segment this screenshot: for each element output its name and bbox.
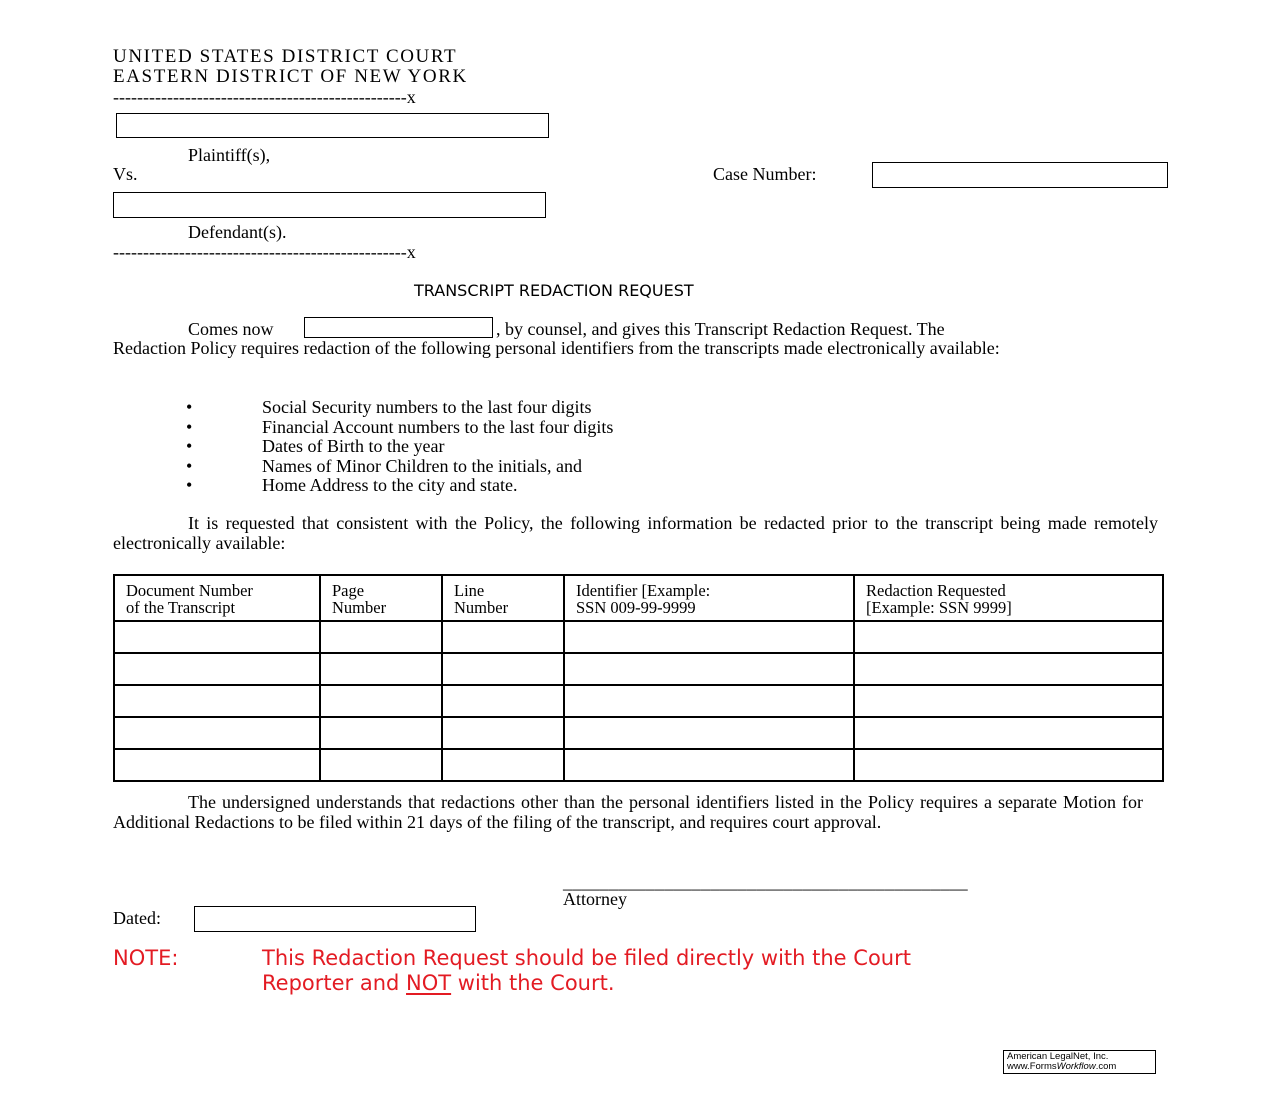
plaintiff-input[interactable] xyxy=(116,113,549,138)
list-item-text: Dates of Birth to the year xyxy=(262,436,445,456)
caption-divider-top: -------------------------------------------------x xyxy=(113,87,416,107)
court-name-line2: EASTERN DISTRICT OF NEW YORK xyxy=(113,66,468,87)
legalnet-logo xyxy=(1003,1050,1156,1074)
dated-label: Dated: xyxy=(113,908,161,928)
table-cell[interactable] xyxy=(114,749,320,781)
bullet: • xyxy=(186,397,193,417)
table-cell[interactable] xyxy=(320,717,442,749)
table-row xyxy=(114,653,1163,685)
table-cell[interactable] xyxy=(854,621,1163,653)
table-cell[interactable] xyxy=(854,749,1163,781)
table-cell[interactable] xyxy=(114,717,320,749)
intro-text-rest: , by counsel, and gives this Transcript Redaction Request. The xyxy=(496,319,945,339)
intro-text-continued: Redaction Policy requires redaction of the following personal identifiers from the transcripts made electronically available: xyxy=(113,338,1000,358)
plaintiff-label: Plaintiff(s), xyxy=(188,145,271,165)
table-cell[interactable] xyxy=(854,685,1163,717)
table-cell[interactable] xyxy=(564,621,854,653)
table-row xyxy=(114,685,1163,717)
table-cell[interactable] xyxy=(442,621,564,653)
note-line2: Reporter and NOT with the Court. xyxy=(262,971,615,995)
dated-input[interactable] xyxy=(194,906,476,932)
table-cell[interactable] xyxy=(564,749,854,781)
bullet: • xyxy=(186,455,193,476)
table-cell[interactable] xyxy=(320,621,442,653)
intro-comes-now: Comes now xyxy=(188,319,274,339)
request-paragraph: It is requested that consistent with the Policy, the following information be redacted prior to the transcript being made remotely electronically available: xyxy=(113,513,1158,553)
list-item-text: Financial Account numbers to the last four digits xyxy=(262,416,614,437)
signature-line: ____________________________________________ xyxy=(563,872,968,892)
table-cell[interactable] xyxy=(114,653,320,685)
header-page-number: Page Number xyxy=(320,575,442,621)
table-cell[interactable] xyxy=(114,621,320,653)
table-cell[interactable] xyxy=(854,653,1163,685)
list-item-text: Names of Minor Children to the initials, and xyxy=(262,455,582,476)
document-title: TRANSCRIPT REDACTION REQUEST xyxy=(414,281,694,300)
bullet: • xyxy=(186,416,193,437)
defendant-label: Defendant(s). xyxy=(188,222,287,242)
court-name-line1: UNITED STATES DISTRICT COURT xyxy=(113,46,458,67)
table-cell[interactable] xyxy=(320,749,442,781)
table-cell[interactable] xyxy=(442,717,564,749)
list-item-text: Social Security numbers to the last four digits xyxy=(262,397,592,417)
table-cell[interactable] xyxy=(564,685,854,717)
table-cell[interactable] xyxy=(320,653,442,685)
table-cell[interactable] xyxy=(564,653,854,685)
logo-line2: www.FormsWorkflow.com xyxy=(1007,1061,1117,1072)
table-header-row xyxy=(114,575,1163,621)
table-cell[interactable] xyxy=(442,653,564,685)
note-line1: This Redaction Request should be filed directly with the Court xyxy=(262,946,911,970)
table-cell[interactable] xyxy=(854,717,1163,749)
table-cell[interactable] xyxy=(564,717,854,749)
header-line-number: Line Number xyxy=(442,575,564,621)
case-number-label: Case Number: xyxy=(713,164,817,184)
bullet: • xyxy=(186,436,193,456)
header-identifier: Identifier [Example: SSN 009-99-9999 xyxy=(564,575,854,621)
header-redaction-requested: Redaction Requested [Example: SSN 9999] xyxy=(854,575,1163,621)
vs-label: Vs. xyxy=(113,164,138,184)
header-document-number: Document Number of the Transcript xyxy=(114,575,320,621)
table-cell[interactable] xyxy=(114,685,320,717)
logo-line1: American LegalNet, Inc. xyxy=(1007,1051,1109,1062)
case-number-input[interactable] xyxy=(872,162,1168,188)
party-name-input[interactable] xyxy=(304,317,493,338)
table-row xyxy=(114,717,1163,749)
undersigned-paragraph: The undersigned understands that redactions other than the personal identifiers listed in the Policy requires a separate Motion for Additional Redactions to be filed within 21 days of the filing of the transcript, and requires court approval. xyxy=(113,792,1143,832)
table-row xyxy=(114,749,1163,781)
note-emphasis-not: NOT xyxy=(406,971,452,995)
table-cell[interactable] xyxy=(442,749,564,781)
note-label: NOTE: xyxy=(113,946,179,970)
attorney-label: Attorney xyxy=(563,889,627,909)
defendant-input[interactable] xyxy=(113,192,546,218)
table-cell[interactable] xyxy=(442,685,564,717)
table-cell[interactable] xyxy=(320,685,442,717)
redaction-table xyxy=(113,574,1164,782)
bullet: • xyxy=(186,475,193,495)
list-item-text: Home Address to the city and state. xyxy=(262,475,518,495)
caption-divider-bottom: -------------------------------------------------x xyxy=(113,242,416,262)
table-row xyxy=(114,621,1163,653)
